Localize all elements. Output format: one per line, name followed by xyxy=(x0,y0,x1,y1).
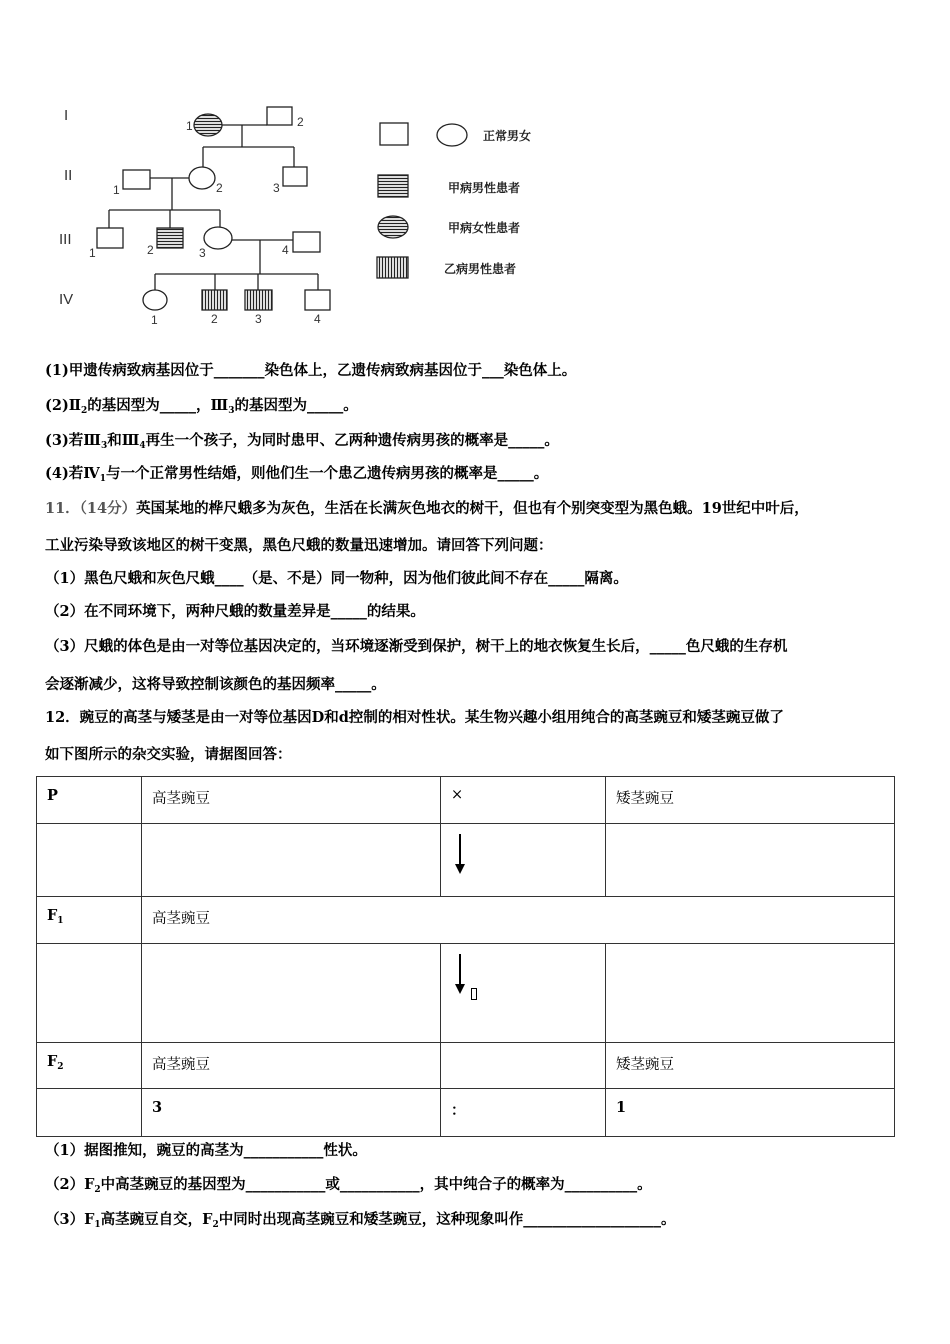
pedigree-diagram xyxy=(0,0,950,340)
text-segment: 会逐渐减少，这将导致控制该颜色的基因频率_____。 xyxy=(45,676,386,693)
f1-tall: 高茎豌豆 xyxy=(142,897,895,944)
subscript: 2 xyxy=(81,406,88,416)
text-segment: （1）黑色尺蛾和灰色尺蛾____（是、不是）同一物种，因为他们彼此间不存在_____隔离。 xyxy=(45,570,628,587)
id-label: 3 xyxy=(273,181,280,195)
text-segment: 高茎豌豆自交，F xyxy=(100,1211,213,1228)
gen-label: II xyxy=(64,167,73,184)
down-arrow-icon xyxy=(451,954,595,994)
II-2-female xyxy=(189,167,215,189)
text-segment: （3）F xyxy=(45,1211,95,1228)
III-3-female xyxy=(204,227,232,249)
II-1-male xyxy=(123,170,150,189)
text-segment: (3)若Ⅲ xyxy=(45,432,101,449)
subscript: 2 xyxy=(212,1220,219,1230)
p-short: 矮茎豌豆 xyxy=(606,777,895,824)
legend-female-icon xyxy=(437,124,467,146)
text-segment: 中同时出现高茎豌豆和矮茎豌豆，这种现象叫作___________________。 xyxy=(218,1211,676,1228)
text-segment: 英国某地的桦尺蛾多为灰色，生活在长满灰色地衣的树干，但也有个别突变型为黑色蛾。19世纪中叶后， xyxy=(136,500,809,517)
ratio-separator: ： xyxy=(441,1089,606,1137)
legend-male-icon xyxy=(380,123,408,145)
text-segment: (1)甲遗传病致病基因位于_______染色体上，乙遗传病致病基因位于___染色体上。 xyxy=(45,362,577,379)
ratio-tall: 3 xyxy=(142,1089,441,1137)
I-2-male xyxy=(267,107,292,125)
text-segment: 和Ⅲ xyxy=(107,432,140,449)
subscript: 3 xyxy=(228,406,235,416)
text-line xyxy=(45,1141,367,1161)
text-line xyxy=(45,1210,675,1235)
cross-experiment-table xyxy=(36,776,895,1137)
III-1-male xyxy=(97,228,123,248)
f2-tall: 高茎豌豆 xyxy=(142,1043,441,1089)
legend-jia-female-icon xyxy=(378,216,408,238)
text-segment: 与一个正常男性结婚，则他们生一个患乙遗传病男孩的概率是_____。 xyxy=(106,465,549,482)
id-label: 3 xyxy=(255,312,262,326)
text-segment: 工业污染导致该地区的树干变黑，黑色尺蛾的数量迅速增加。请回答下列问题： xyxy=(45,537,553,554)
text-segment: （2）在不同环境下，两种尺蛾的数量差异是_____的结果。 xyxy=(45,603,425,620)
p-label: P xyxy=(37,777,142,824)
subscript: 2 xyxy=(94,1185,101,1195)
f2-label: $F_2$ xyxy=(37,1043,142,1089)
id-label: 4 xyxy=(314,312,321,326)
id-label: 2 xyxy=(147,243,154,257)
gen-label: I xyxy=(64,107,69,124)
text-line xyxy=(45,464,548,489)
subscript: 1 xyxy=(94,1220,101,1230)
text-line xyxy=(45,745,292,765)
text-segment: 12．豌豆的高茎与矮茎是由一对等位基因D和d控制的相对性状。某生物兴趣小组用纯合的高茎豌豆和矮茎豌豆做了 xyxy=(45,709,784,726)
text-segment: 中高茎豌豆的基因型为___________或___________，其中纯合子的概率为__________。 xyxy=(100,1176,652,1193)
text-segment: （2）F xyxy=(45,1176,95,1193)
gen-label: IV xyxy=(59,291,74,308)
f1-label: $F_1$ xyxy=(37,897,142,944)
text-segment: 的基因型为_____，Ⅲ xyxy=(87,397,229,414)
down-arrow-icon xyxy=(451,834,595,874)
id-label: 1 xyxy=(151,313,158,327)
text-segment: （3）尺蛾的体色是由一对等位基因决定的，当环境逐渐受到保护，树干上的地衣恢复生长后，_____色尺蛾的生存机 xyxy=(45,638,788,655)
gen-label: III xyxy=(59,231,72,248)
id-label: 1 xyxy=(186,119,193,133)
legend-label: 乙病男性患者 xyxy=(444,262,517,276)
text-segment: (4)若Ⅳ xyxy=(45,465,100,482)
IV-4-male xyxy=(305,290,330,310)
id-label: 1 xyxy=(89,246,96,260)
legend-label: 正常男女 xyxy=(483,129,532,143)
subscript: 3 xyxy=(100,441,108,451)
IV-2-affected-male xyxy=(202,290,227,310)
legend-label: 甲病女性患者 xyxy=(448,221,521,235)
IV-3-affected-male xyxy=(245,290,272,310)
id-label: 1 xyxy=(113,183,120,197)
id-label: 2 xyxy=(297,115,304,129)
text-line xyxy=(45,569,628,589)
id-label: 3 xyxy=(199,246,206,260)
legend-jia-male-icon xyxy=(378,175,408,197)
legend-yi-male-icon xyxy=(377,257,408,278)
text-line xyxy=(45,431,559,456)
text-line xyxy=(45,637,787,657)
text-line xyxy=(45,536,553,556)
text-segment: 如下图所示的杂交实验，请据图回答： xyxy=(45,746,292,763)
cross-symbol: × xyxy=(441,777,606,824)
text-line xyxy=(45,1175,652,1200)
legend-label: 甲病男性患者 xyxy=(448,181,521,195)
II-3-male xyxy=(283,167,307,186)
text-line xyxy=(45,675,386,695)
id-label: 2 xyxy=(211,312,218,326)
text-segment: 的基因型为_____。 xyxy=(234,397,358,414)
ratio-short: 1 xyxy=(606,1089,895,1137)
text-segment: 11．（14分） xyxy=(45,500,137,517)
f2-short: 矮茎豌豆 xyxy=(606,1043,895,1089)
p-tall: 高茎豌豆 xyxy=(142,777,441,824)
text-segment: 再生一个孩子，为同时患甲、乙两种遗传病男孩的概率是_____。 xyxy=(145,432,559,449)
id-label: 4 xyxy=(282,243,289,257)
III-2-affected-male xyxy=(157,228,183,248)
subscript: 1 xyxy=(99,474,107,484)
text-segment: (2)Ⅱ xyxy=(45,397,82,414)
text-line xyxy=(45,396,358,421)
text-segment: （1）据图推知，豌豆的高茎为___________性状。 xyxy=(45,1142,367,1159)
text-line xyxy=(45,361,576,381)
text-line xyxy=(45,602,425,622)
III-4-male xyxy=(293,232,320,252)
IV-1-female xyxy=(143,290,167,310)
subscript: 4 xyxy=(139,441,146,451)
text-line xyxy=(45,499,809,519)
I-1-affected-female xyxy=(194,114,222,136)
id-label: 2 xyxy=(216,181,223,195)
text-line xyxy=(45,708,784,728)
